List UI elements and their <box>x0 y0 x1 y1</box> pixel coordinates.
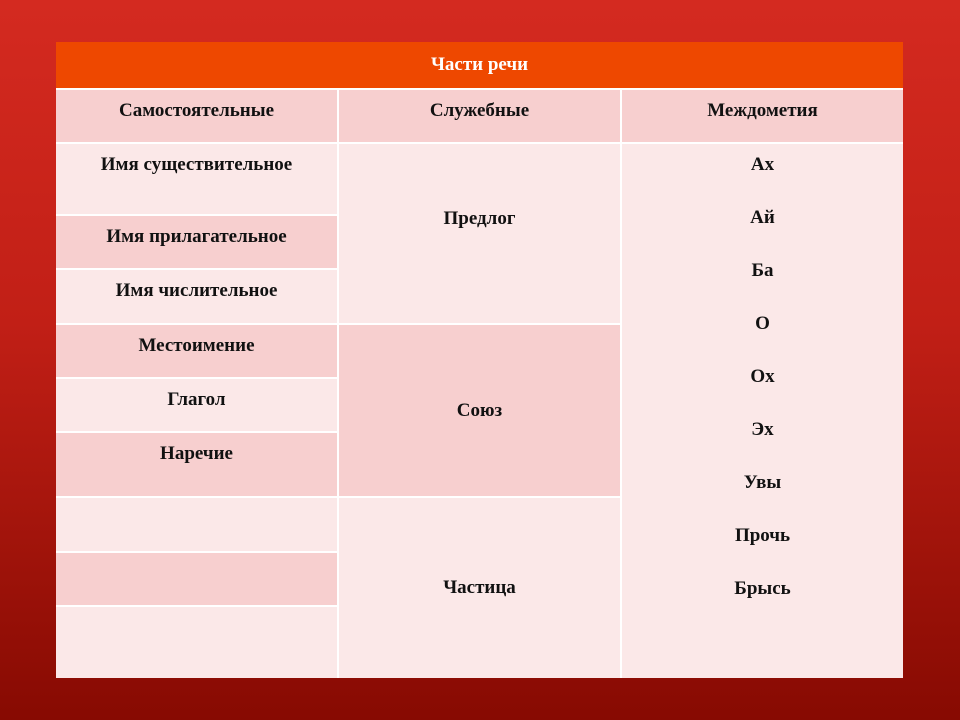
independent-cell <box>56 498 337 551</box>
independent-cell <box>56 553 337 605</box>
auxiliary-cell-preposition: Предлог <box>339 144 620 323</box>
independent-cell <box>56 607 337 678</box>
interjection-item: Прочь <box>734 525 791 546</box>
interjection-item: Увы <box>743 472 782 493</box>
interjection-item: Ай <box>750 207 775 228</box>
independent-cell: Глагол <box>56 379 337 431</box>
interjections-cell <box>622 144 903 678</box>
column-header-independent: Самостоятельные <box>56 90 337 142</box>
independent-cell: Наречие <box>56 433 337 496</box>
interjection-item: О <box>755 313 770 334</box>
independent-cell: Местоимение <box>56 325 337 377</box>
column-header-auxiliary: Служебные <box>339 90 620 142</box>
interjection-item: Эх <box>751 419 774 440</box>
interjection-item: Ох <box>750 366 775 387</box>
interjection-item: Брысь <box>734 578 791 599</box>
auxiliary-cell-conjunction: Союз <box>339 325 620 496</box>
parts-of-speech-table <box>56 42 903 678</box>
independent-cell: Имя прилагательное <box>56 216 337 268</box>
interjection-item: Ах <box>750 154 775 175</box>
auxiliary-cell-particle: Частица <box>339 498 620 678</box>
column-header-interjections: Междометия <box>622 90 903 142</box>
independent-cell: Имя числительное <box>56 270 337 323</box>
interjection-item: Ба <box>751 260 774 281</box>
table-title: Части речи <box>56 42 903 88</box>
independent-cell: Имя существительное <box>56 144 337 214</box>
